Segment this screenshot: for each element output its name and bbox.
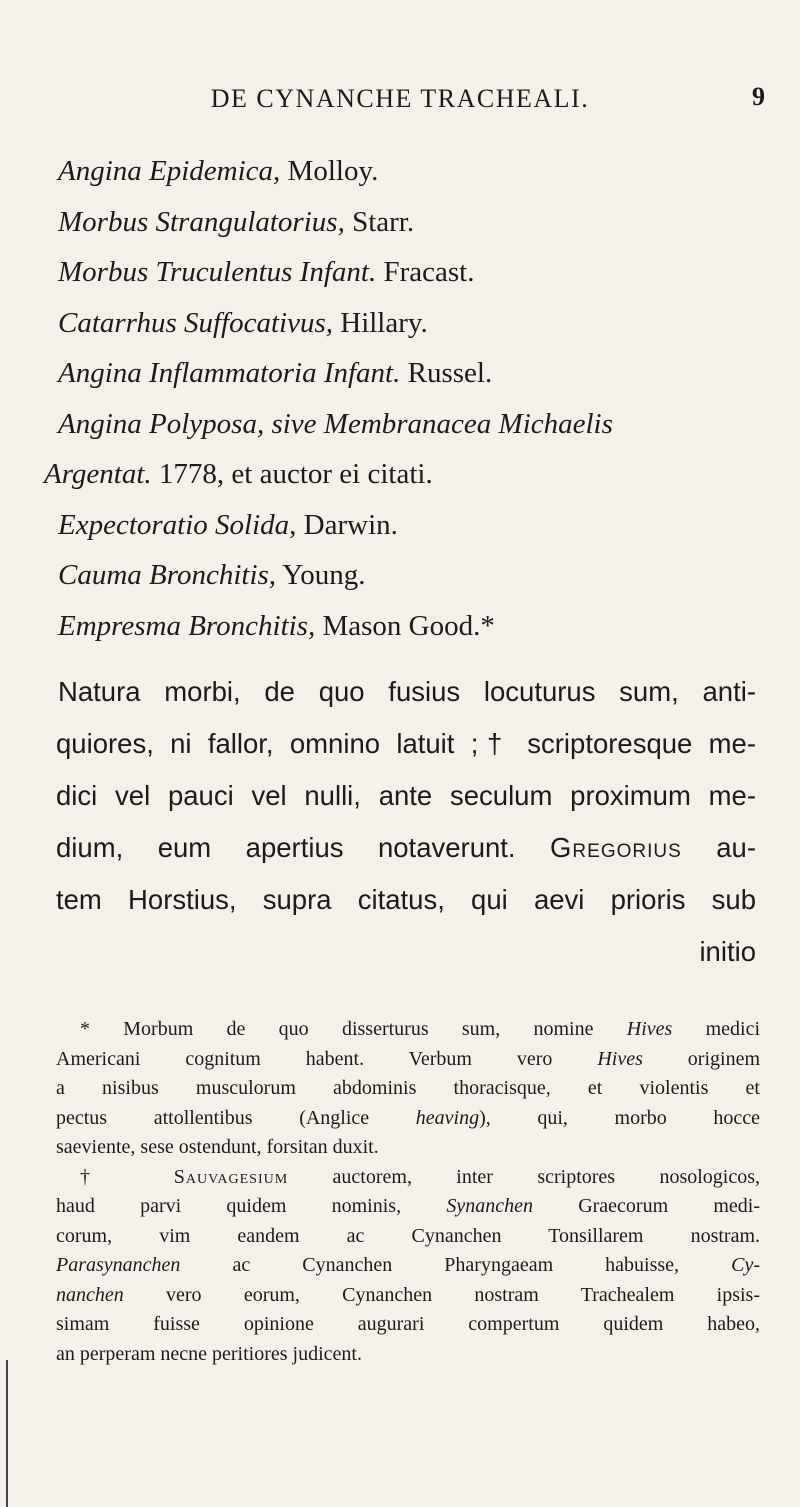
text-line: dium, eum apertius notaverunt. Gregorius au- [56, 832, 757, 863]
catchword: initio [699, 936, 756, 967]
synonym-name: Argentat. [44, 458, 152, 490]
footnote-dagger: † Sauvagesium auctorem, inter scriptores nosologicos, haud parvi quidem nominis, Synanchen Graecorum medi- corum, vim eandem ac Cynanchen Tonsillarem nostram. Parasynanchen ac Cynanchen Pharyngaeam habuisse, Cy- nanchen vero eorum, Cynanchen nostram Trachealem ipsis- simam fuisse opinione augurari compertum quidem habeo, an perperam necne peritiores judicent. [56, 1165, 761, 1365]
synonym-name: Morbus Truculentus Infant. [58, 256, 377, 288]
synonym-author: Darwin. [296, 508, 398, 541]
synonym-entry [58, 298, 758, 349]
synonym-author: Molloy. [280, 155, 379, 187]
synonym-entry [58, 601, 758, 652]
synonym-entry [44, 449, 758, 500]
synonym-name: Angina Polyposa, sive Membranacea Michaelis [58, 407, 613, 440]
synonym-author: Mason Good.* [315, 609, 495, 642]
text-line: dici vel pauci vel nulli, ante seculum proximum me- [56, 780, 756, 811]
synonym-entry [58, 550, 758, 601]
synonym-author: Young. [276, 559, 366, 591]
text-line: Natura morbi, de quo fusius locuturus sum, anti- [58, 676, 756, 707]
page-number: 9 [752, 82, 765, 111]
running-title: DE CYNANCHE TRACHEALI. [210, 84, 590, 113]
synonym-name: Expectoratio Solida, [58, 508, 297, 541]
text-line: quiores, ni fallor, omnino latuit ;† scriptoresque me- [56, 728, 756, 759]
footnote-asterisk: * Morbum de quo disserturus sum, nomine Hives medici Americani cognitum habent. Verbum vero Hives originem a nisibus musculorum abdominis thoracisque, et violentis et pectus attollentibus (Anglice heaving), qui, morbo hocce saeviente, sese ostendunt, forsitan duxit. [56, 1018, 761, 1158]
synonym-list [44, 146, 758, 651]
footnotes [56, 1015, 760, 1369]
synonym-entry [58, 399, 758, 450]
synonym-name: Cauma Bronchitis, [58, 559, 277, 591]
synonym-name: Empresma Bronchitis, [58, 609, 316, 642]
synonym-name: Angina Epidemica, [58, 155, 281, 187]
synonym-name: Catarrhus Suffocativus, [58, 306, 333, 339]
synonym-author: 1778, et auctor ei citati. [151, 458, 433, 490]
author-name: Gregorius [550, 832, 682, 863]
synonym-author: Hillary. [333, 306, 428, 339]
synonym-author: Russel. [400, 357, 493, 389]
page-edge-mark [6, 1360, 8, 1507]
synonym-entry [58, 197, 758, 248]
synonym-entry [58, 348, 758, 399]
synonym-author: Starr. [344, 205, 415, 238]
synonym-author: Fracast. [376, 256, 475, 288]
main-paragraph [56, 666, 756, 978]
synonym-entry [58, 146, 758, 197]
synonym-name: Angina Inflammatoria Infant. [58, 357, 401, 389]
synonym-name: Morbus Strangulatorius, [58, 205, 345, 238]
synonym-entry [58, 247, 758, 298]
synonym-entry [58, 500, 758, 551]
text-line: tem Horstius, supra citatus, qui aevi prioris sub [56, 884, 756, 915]
